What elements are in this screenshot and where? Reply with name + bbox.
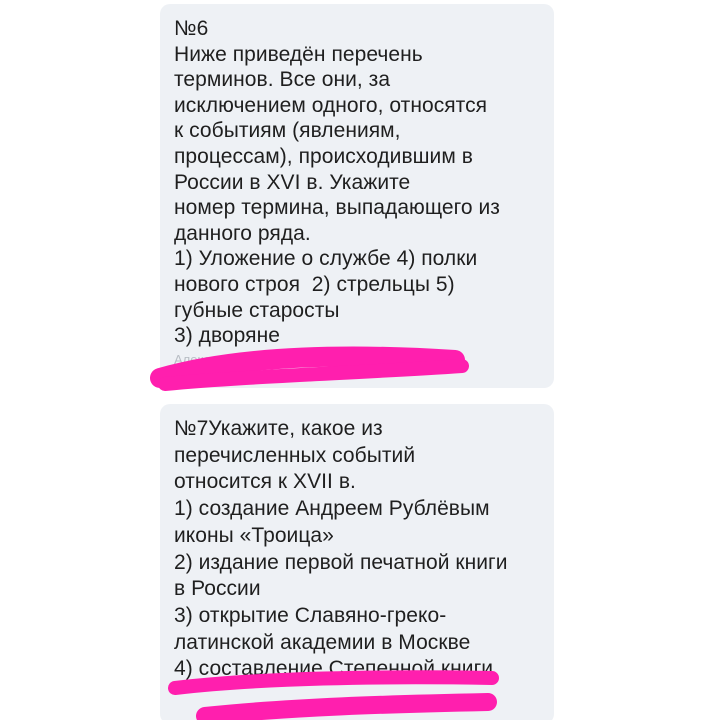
message-text: №6 Ниже приведён перечень терминов. Все они, за исключением одного, относятся к событиям (явлениям, процессам), происходившим в России в XVI в. Укажите номер термина, выпадающего из данного ряда. 1) Уложение о службе 4) полки нового строя 2) стрельцы 5) губные старосты 3) дворяне <box>174 17 500 348</box>
message-bubble-6[interactable] <box>160 4 554 388</box>
message-text: №7Укажите, какое из перечисленных событий относится к XVII в. 1) создание Андреем Рублёвым иконы «Троица» 2) издание первой печатной книги в России 3) открытие Славяно-греко- латинской академии в Москве 4) составление Степенной книги <box>174 417 508 681</box>
message-bubble-7[interactable] <box>160 404 554 720</box>
sender-name-redacted: Алексе <box>174 352 218 367</box>
